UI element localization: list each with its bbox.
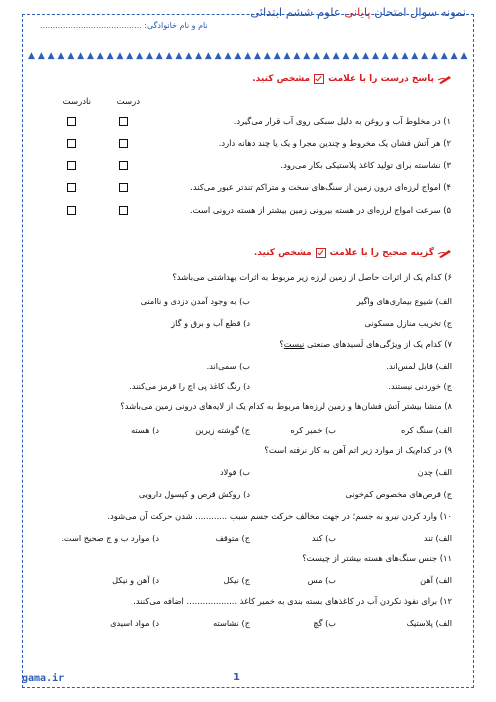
option-d[interactable]: د) مواد اسیدی	[110, 618, 159, 628]
option-b[interactable]: ب) سمی‌اند.	[206, 361, 250, 371]
option-a[interactable]: الف) قابل لمس‌اند.	[386, 361, 452, 371]
pen-icon	[438, 248, 452, 258]
option-a[interactable]: الف) شیوع بیماری‌های واگیر	[356, 296, 452, 306]
tf-statement-4: ۴) امواج لرزه‌ای درون زمین از سنگ‌های سخت و متراکم تندتر عبور می‌کند.	[190, 182, 451, 192]
option-a[interactable]: الف) سنگ کره	[400, 425, 452, 435]
section1-instruction-end: مشخص کنید.	[252, 74, 311, 84]
checkbox-false-1[interactable]	[67, 117, 76, 126]
title-part-1: نمونه سوال امتحان	[374, 5, 466, 19]
option-d[interactable]: د) رنگ کاغذ پی اچ را قرمز می‌کنند.	[129, 381, 250, 391]
name-field[interactable]: نام و نام خانوادگی: ........................................	[40, 21, 208, 30]
page-title	[250, 5, 466, 19]
option-a[interactable]: الف) چدن	[417, 467, 452, 477]
checkbox-false-4[interactable]	[67, 183, 76, 192]
title-part-2: پایانی	[344, 5, 371, 19]
col-header-true: درست	[116, 97, 140, 107]
question-7: ۷) کدام یک از ویژگی‌های لَسیدهای صنعتی نیست؟	[279, 339, 452, 349]
section1-instruction-text: پاسخ درست را با علامت	[328, 74, 434, 84]
underlined-word: نیست	[283, 339, 305, 349]
question-10: ۱۰) وارد کردن نیرو به جسم؛ در جهت مخالف حرکت جسم سبب ............ شدن حرکت آن می‌شود.	[107, 511, 452, 521]
option-b[interactable]: ب) به وجود آمدن دزدی و ناامنی	[140, 296, 250, 306]
checkbox-false-3[interactable]	[67, 161, 76, 170]
question-12: ۱۲) برای نفوذ نکردن آب در کاغذهای بسته بندی به خمیر کاغذ ................... اضافه می‌کنند.	[133, 596, 452, 606]
arrow-divider: ▲ ▲ ▲ ▲ ▲ ▲ ▲ ▲ ▲ ▲ ▲ ▲ ▲ ▲ ▲ ▲ ▲ ▲ ▲ ▲ ▲ ▲ ▲ ▲ ▲ ▲ ▲ ▲ ▲ ▲ ▲ ▲ ▲ ▲ ▲ ▲ ▲ ▲ ▲ ▲ ▲ ▲ ▲ ▲ ▲	[28, 51, 468, 61]
tf-statement-2: ۲) هر آتش فشان یک مخروط و چندین مجرا و یک یا چند دهانه دارد.	[218, 138, 451, 148]
col-header-false: نادرست	[62, 97, 91, 107]
option-c[interactable]: ج) قرص‌های مخصوص کم‌خونی	[345, 489, 452, 499]
page-number: 1	[233, 672, 240, 683]
section2-instruction-end: مشخص کنید.	[253, 248, 312, 258]
section1-instruction	[252, 74, 452, 84]
tf-statement-5: ۵) سرعت امواج لرزه‌ای در هسته بیرونی زمین بیشتر از هسته درونی است.	[190, 205, 451, 215]
option-d[interactable]: د) قطع آب و برق و گاز	[171, 318, 250, 328]
question-6: ۶) کدام یک از اثرات حاصل از زمین لرزه زیر مربوط به اثرات بهداشتی می‌باشد؟	[172, 272, 452, 282]
checkbox-true-5[interactable]	[119, 206, 128, 215]
option-c[interactable]: ج) نیکل	[223, 575, 250, 585]
option-c[interactable]: ج) تخریب منازل مسکونی	[364, 318, 452, 328]
option-d[interactable]: د) موارد ب و ج صحیح است.	[61, 533, 159, 543]
option-d[interactable]: د) هسته	[131, 425, 159, 435]
option-c[interactable]: ج) متوقف	[215, 533, 250, 543]
section2-instruction-text: گزینه صحیح را با علامت	[329, 248, 434, 258]
pen-icon	[438, 74, 452, 84]
checkmark-icon	[314, 74, 324, 84]
tf-statement-3: ۳) نشاسته برای تولید کاغذ پلاستیکی بکار می‌رود.	[280, 160, 451, 170]
question-11: ۱۱) جنس سنگ‌های هسته بیشتر از چیست؟	[302, 553, 452, 563]
checkbox-true-2[interactable]	[119, 139, 128, 148]
option-a[interactable]: الف) آهن	[420, 575, 452, 585]
option-b[interactable]: ب) کند	[311, 533, 336, 543]
checkbox-true-3[interactable]	[119, 161, 128, 170]
option-b[interactable]: ب) فولاد	[220, 467, 250, 477]
option-b[interactable]: ب) گچ	[313, 618, 336, 628]
checkbox-true-4[interactable]	[119, 183, 128, 192]
option-b[interactable]: ب) مس	[307, 575, 336, 585]
checkmark-icon	[316, 248, 326, 258]
option-c[interactable]: ج) نشاسته	[213, 618, 250, 628]
site-watermark: gama.ir	[22, 673, 65, 684]
option-b[interactable]: ب) خمیر کره	[290, 425, 336, 435]
title-part-3: علوم ششم ابتدائی	[250, 5, 341, 19]
checkbox-false-5[interactable]	[67, 206, 76, 215]
question-8: ۸) منشا بیشتر آتش فشان‌ها و زمین لرزه‌ها مربوط به کدام یک از لایه‌های درونی زمین می‌باشد؟	[120, 401, 452, 411]
option-d[interactable]: د) روکش قرص و کپسول دارویی	[138, 489, 250, 499]
question-9: ۹) در کدام‌یک از موارد زیر اتم آهن به کار نرفته است؟	[264, 445, 452, 455]
option-a[interactable]: الف) پلاستیک	[406, 618, 452, 628]
section2-instruction	[254, 248, 452, 258]
checkbox-false-2[interactable]	[67, 139, 76, 148]
option-c[interactable]: ج) خوردنی نیستند.	[388, 381, 452, 391]
option-c[interactable]: ج) گوشته زیرین	[195, 425, 250, 435]
tf-statement-1: ۱) در مخلوط آب و روغن به دلیل سبکی روی آب قرار می‌گیرد.	[233, 116, 451, 126]
checkbox-true-1[interactable]	[119, 117, 128, 126]
option-a[interactable]: الف) تند	[423, 533, 452, 543]
option-d[interactable]: د) آهن و نیکل	[112, 575, 159, 585]
